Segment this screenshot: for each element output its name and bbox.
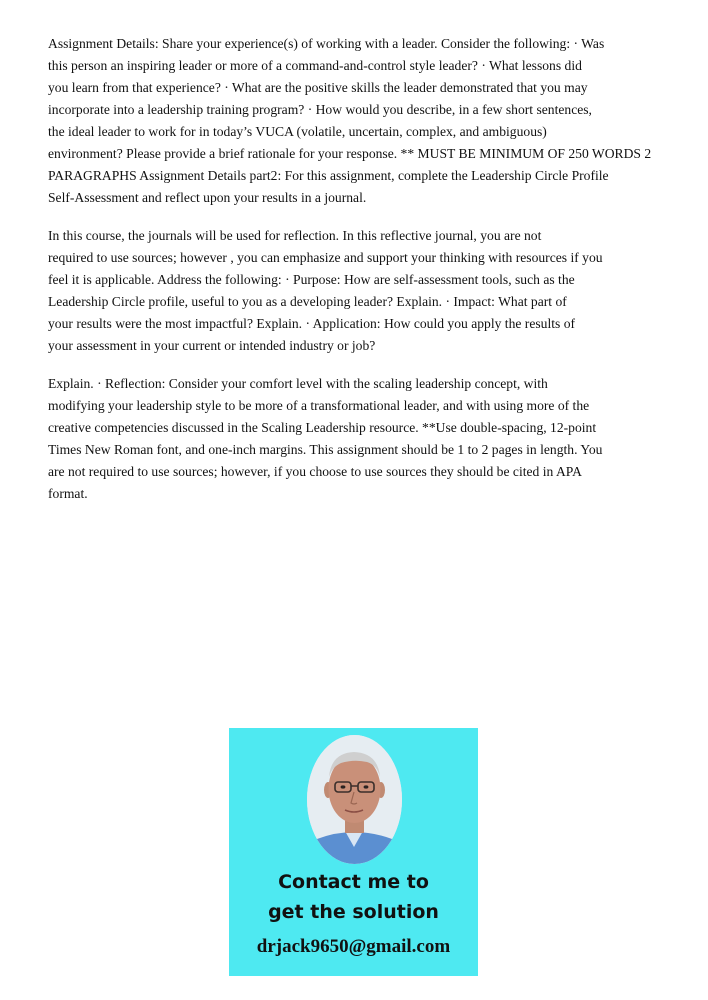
text-line: your assessment in your current or intended industry or job? xyxy=(48,338,376,353)
paragraph-reflective-journal xyxy=(48,225,688,357)
paragraph-assignment-details xyxy=(48,33,688,209)
text-line: Explain. · Reflection: Consider your comfort level with the scaling leadership concept, with xyxy=(48,376,548,391)
text-line: you learn from that experience? · What are the positive skills the leader demonstrated that you may xyxy=(48,80,588,95)
text-line: format. xyxy=(48,486,88,501)
man-portrait-icon xyxy=(307,735,402,864)
text-line: are not required to use sources; however, if you choose to use sources they should be cited in APA xyxy=(48,464,582,479)
text-line: PARAGRAPHS Assignment Details part2: For this assignment, complete the Leadership Circle Profile xyxy=(48,168,609,183)
text-line: required to use sources; however , you can emphasize and support your thinking with resources if you xyxy=(48,250,603,265)
ad-heading-line-1: Contact me to xyxy=(278,871,429,893)
text-line: Self-Assessment and reflect upon your results in a journal. xyxy=(48,190,367,205)
portrait-photo xyxy=(307,735,402,864)
text-line: your results were the most impactful? Explain. · Application: How could you apply the results of xyxy=(48,316,576,331)
text-line: environment? Please provide a brief rationale for your response. ** MUST BE MINIMUM OF 250 WORDS 2 xyxy=(48,146,652,161)
text-line: Leadership Circle profile, useful to you as a developing leader? Explain. · Impact: What part of xyxy=(48,294,567,309)
text-line: modifying your leadership style to be more of a transformational leader, and with using more of the xyxy=(48,398,590,413)
text-line: creative competencies discussed in the Scaling Leadership resource. **Use double-spacing, 12-point xyxy=(48,420,597,435)
text-line: In this course, the journals will be used for reflection. In this reflective journal, you are not xyxy=(48,228,542,243)
text-line: incorporate into a leadership training program? · How would you describe, in a few short sentences, xyxy=(48,102,592,117)
text-line: Times New Roman font, and one-inch margins. This assignment should be 1 to 2 pages in length. You xyxy=(48,442,603,457)
text-line: feel it is applicable. Address the following: · Purpose: How are self-assessment tools, such as the xyxy=(48,272,575,287)
paragraph-reflection xyxy=(48,373,688,505)
contact-ad-banner[interactable] xyxy=(229,728,478,976)
text-line: this person an inspiring leader or more of a command-and-control style leader? · What lessons did xyxy=(48,58,582,73)
text-line: the ideal leader to work for in today’s VUCA (volatile, uncertain, complex, and ambiguous) xyxy=(48,124,547,139)
text-line: Assignment Details: Share your experience(s) of working with a leader. Consider the following: · Was xyxy=(48,36,605,51)
ad-heading-line-2: get the solution xyxy=(268,901,439,923)
contact-email-link[interactable]: drjack9650@gmail.com xyxy=(256,936,451,957)
